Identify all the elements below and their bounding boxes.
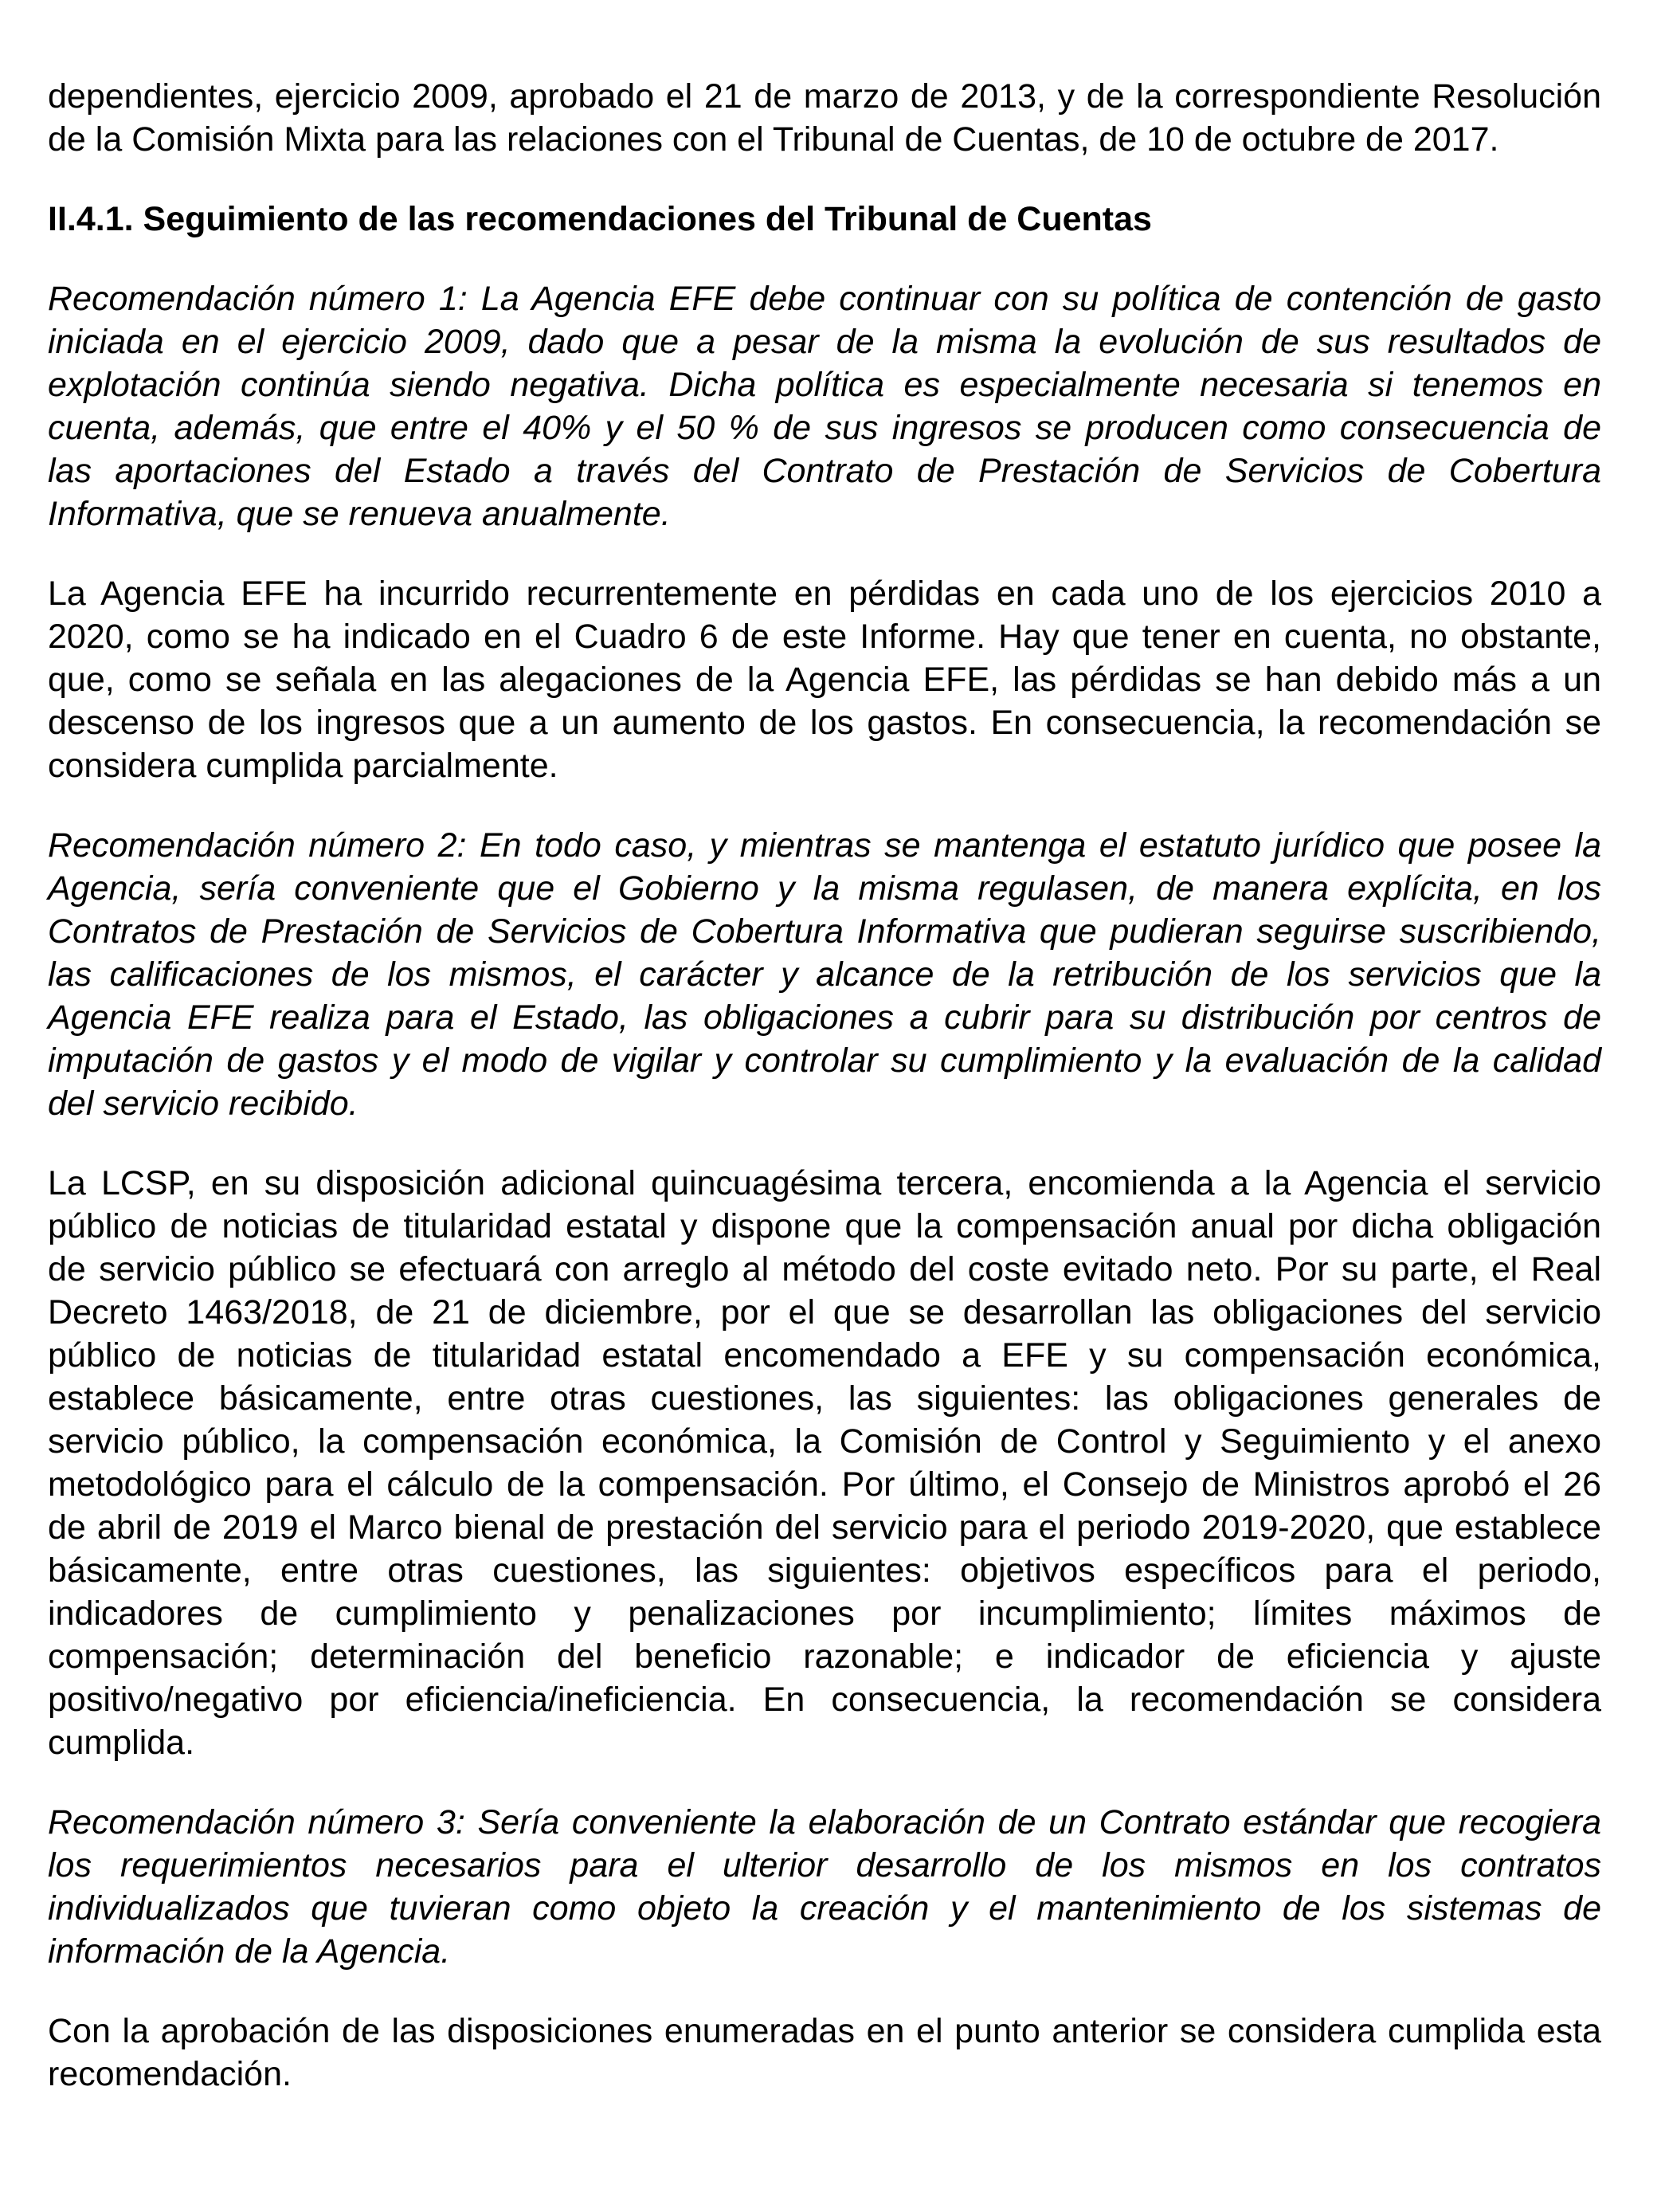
text-line: los requerimientos necesarios para el ulterior desarrollo de los mismos en los contratos bbox=[48, 1846, 1601, 1885]
section-heading bbox=[48, 198, 1601, 241]
text-line: compensación; determinación del beneficio razonable; e indicador de eficiencia y ajuste bbox=[48, 1637, 1601, 1676]
text-line: Agencia, sería conveniente que el Gobierno y la misma regulasen, de manera explícita, en los bbox=[48, 869, 1601, 908]
text-line: dependientes, ejercicio 2009, aprobado el 21 de marzo de 2013, y de la correspondiente Resolución bbox=[48, 77, 1601, 116]
text-line: imputación de gastos y el modo de vigilar y controlar su cumplimiento y la evaluación de la calidad bbox=[48, 1041, 1601, 1080]
text-line: Informativa, que se renueva anualmente. bbox=[48, 495, 671, 533]
text-line: Recomendación número 2: En todo caso, y mientras se mantenga el estatuto jurídico que posee la bbox=[48, 826, 1601, 865]
text-line: positivo/negativo por eficiencia/ineficiencia. En consecuencia, la recomendación se considera bbox=[48, 1681, 1601, 1719]
text-line: que, como se señala en las alegaciones de la Agencia EFE, las pérdidas se han debido más a un bbox=[48, 661, 1601, 699]
text-line: individualizados que tuvieran como objeto la creación y el mantenimiento de los sistemas de bbox=[48, 1889, 1601, 1928]
text-line: del servicio recibido. bbox=[48, 1084, 358, 1123]
text-line: 2020, como se ha indicado en el Cuadro 6 de este Informe. Hay que tener en cuenta, no obstante, bbox=[48, 618, 1601, 656]
text-line: Agencia EFE realiza para el Estado, las obligaciones a cubrir para su distribución por centros de bbox=[48, 998, 1601, 1037]
text-line: iniciada en el ejercicio 2009, dado que a pesar de la misma la evolución de sus resultados de bbox=[48, 323, 1601, 361]
text-line: II.4.1. Seguimiento de las recomendaciones del Tribunal de Cuentas bbox=[48, 200, 1152, 238]
paragraph-recomendacion-1 bbox=[48, 277, 1601, 535]
paragraph-respuesta-3 bbox=[48, 2010, 1601, 2096]
text-line: de servicio público se efectuará con arreglo al método del coste evitado neto. Por su parte, el Real bbox=[48, 1250, 1601, 1288]
text-line: de abril de 2019 el Marco bienal de prestación del servicio para el periodo 2019-2020, que establece bbox=[48, 1508, 1601, 1547]
text-line: Recomendación número 1: La Agencia EFE debe continuar con su política de contención de gasto bbox=[48, 280, 1601, 318]
paragraph-recomendacion-2 bbox=[48, 824, 1601, 1125]
text-line: Con la aprobación de las disposiciones enumeradas en el punto anterior se considera cumplida esta bbox=[48, 2012, 1601, 2050]
text-line: servicio público, la compensación económica, la Comisión de Control y Seguimiento y el anexo bbox=[48, 1422, 1601, 1461]
text-line: considera cumplida parcialmente. bbox=[48, 747, 558, 785]
paragraph-respuesta-1 bbox=[48, 572, 1601, 787]
text-line: información de la Agencia. bbox=[48, 1932, 451, 1971]
text-line: público de noticias de titularidad estatal y dispone que la compensación anual por dicha obligación bbox=[48, 1207, 1601, 1245]
paragraph-respuesta-2 bbox=[48, 1162, 1601, 1764]
text-line: La Agencia EFE ha incurrido recurrentemente en pérdidas en cada uno de los ejercicios 2010 a bbox=[48, 575, 1601, 613]
text-line: público de noticias de titularidad estatal encomendado a EFE y su compensación económica, bbox=[48, 1336, 1601, 1375]
text-line: Contratos de Prestación de Servicios de Cobertura Informativa que pudieran seguirse suscribiendo, bbox=[48, 912, 1601, 951]
text-line: cuenta, además, que entre el 40% y el 50 % de sus ingresos se producen como consecuencia de bbox=[48, 409, 1601, 447]
text-line: recomendación. bbox=[48, 2055, 292, 2093]
paragraph-intro-continuation bbox=[48, 75, 1601, 161]
paragraph-recomendacion-3 bbox=[48, 1801, 1601, 1973]
document-content bbox=[48, 75, 1601, 2096]
text-line: de la Comisión Mixta para las relaciones con el Tribunal de Cuentas, de 10 de octubre de 2017. bbox=[48, 120, 1499, 159]
text-line: las aportaciones del Estado a través del Contrato de Prestación de Servicios de Cobertura bbox=[48, 452, 1601, 490]
text-line: explotación continúa siendo negativa. Dicha política es especialmente necesaria si tenemos en bbox=[48, 366, 1601, 404]
text-line: las calificaciones de los mismos, el carácter y alcance de la retribución de los servicios que la bbox=[48, 955, 1601, 994]
text-line: indicadores de cumplimiento y penalizaciones por incumplimiento; límites máximos de bbox=[48, 1594, 1601, 1633]
text-line: La LCSP, en su disposición adicional quincuagésima tercera, encomienda a la Agencia el servicio bbox=[48, 1164, 1601, 1202]
text-line: cumplida. bbox=[48, 1724, 195, 1762]
text-line: Decreto 1463/2018, de 21 de diciembre, por el que se desarrollan las obligaciones del servicio bbox=[48, 1293, 1601, 1332]
text-line: metodológico para el cálculo de la compensación. Por último, el Consejo de Ministros aprobó el 26 bbox=[48, 1465, 1601, 1504]
text-line: Recomendación número 3: Sería conveniente la elaboración de un Contrato estándar que recogiera bbox=[48, 1803, 1601, 1841]
text-line: básicamente, entre otras cuestiones, las siguientes: objetivos específicos para el periodo, bbox=[48, 1551, 1601, 1590]
text-line: establece básicamente, entre otras cuestiones, las siguientes: las obligaciones generales de bbox=[48, 1379, 1601, 1418]
text-line: descenso de los ingresos que a un aumento de los gastos. En consecuencia, la recomendación se bbox=[48, 704, 1601, 742]
